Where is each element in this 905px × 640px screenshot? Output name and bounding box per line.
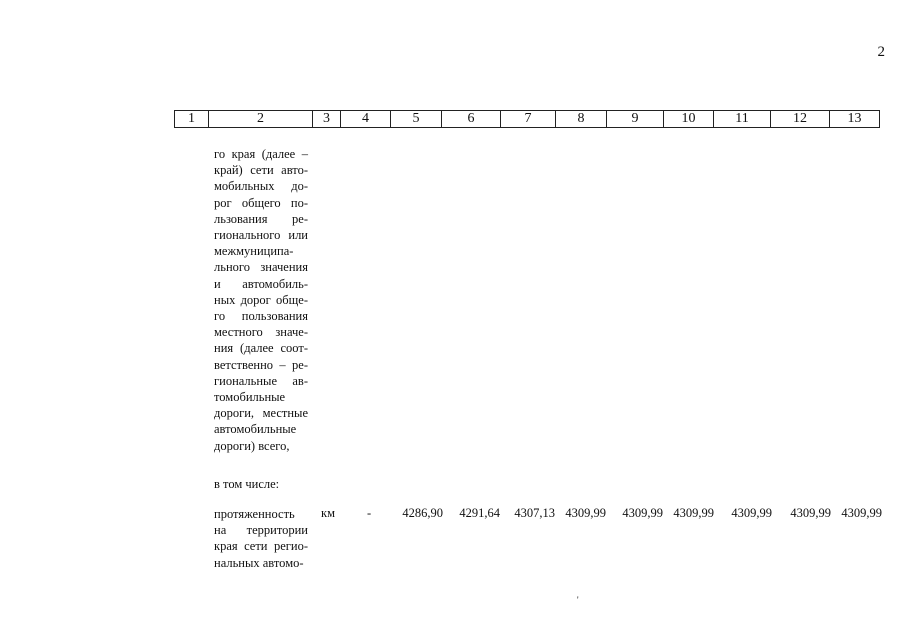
description-line: го пользования xyxy=(214,309,308,324)
column-header-4: 4 xyxy=(340,111,390,127)
stray-mark: ' xyxy=(577,595,579,605)
description-line: межмуниципа- xyxy=(214,244,294,259)
row-value-col-13: 4309,99 xyxy=(841,506,882,520)
column-header-1: 1 xyxy=(174,111,208,127)
column-header-8: 8 xyxy=(555,111,606,127)
row-unit: км xyxy=(321,506,335,520)
column-header-5: 5 xyxy=(390,111,441,127)
row-value-col-10: 4309,99 xyxy=(673,506,714,520)
row-label-line: края сети регио- xyxy=(214,539,308,554)
description-line: льного значения xyxy=(214,260,308,275)
description-line: дороги, местные xyxy=(214,406,308,421)
row-value-col-6: 4291,64 xyxy=(459,506,500,520)
description-line: льзования ре- xyxy=(214,211,308,226)
description-line: рог общего по- xyxy=(214,195,308,210)
description-line: томобильные xyxy=(214,390,286,405)
row-label-block xyxy=(214,506,308,571)
column-header-2: 2 xyxy=(208,111,312,127)
row-value-col-7: 4307,13 xyxy=(514,506,555,520)
row-value-col-5: 4286,90 xyxy=(402,506,443,520)
row-value-col-9: 4309,99 xyxy=(622,506,663,520)
row-value-col-8: 4309,99 xyxy=(565,506,606,520)
description-line: мобильных до- xyxy=(214,179,308,194)
column-header-11: 11 xyxy=(713,111,770,127)
column-header-10: 10 xyxy=(663,111,713,127)
row-label-line: протяженность xyxy=(214,507,295,521)
description-line: край) сети авто- xyxy=(214,163,308,178)
column-header-12: 12 xyxy=(770,111,829,127)
description-line: ния (далее соот- xyxy=(214,341,308,356)
description-line: гионального или xyxy=(214,228,308,243)
description-line: гиональные ав- xyxy=(214,373,308,388)
in-that-number-label: в том числе: xyxy=(214,477,280,491)
description-line: ных дорог обще- xyxy=(214,292,308,307)
description-line: местного значе- xyxy=(214,325,308,340)
column-header-3: 3 xyxy=(312,111,340,127)
row-dash: - xyxy=(367,506,372,520)
description-line: ветственно – ре- xyxy=(214,357,308,372)
description-line: дороги) всего, xyxy=(214,438,290,453)
row-value-col-11: 4309,99 xyxy=(731,506,772,520)
table-header-row xyxy=(174,110,880,128)
description-line: автомобильные xyxy=(214,422,297,437)
row-value-col-12: 4309,99 xyxy=(790,506,831,520)
column-header-7: 7 xyxy=(500,111,555,127)
row-label-line: на территории xyxy=(214,523,308,538)
description-line: и автомобиль- xyxy=(214,276,308,291)
column-header-6: 6 xyxy=(441,111,500,127)
description-line: го края (далее – xyxy=(214,147,308,161)
page-number: 2 xyxy=(877,44,885,60)
column-header-9: 9 xyxy=(606,111,663,127)
column-header-13: 13 xyxy=(829,111,880,127)
description-text-block xyxy=(214,146,308,454)
row-label-line: нальных автомо- xyxy=(214,555,304,570)
